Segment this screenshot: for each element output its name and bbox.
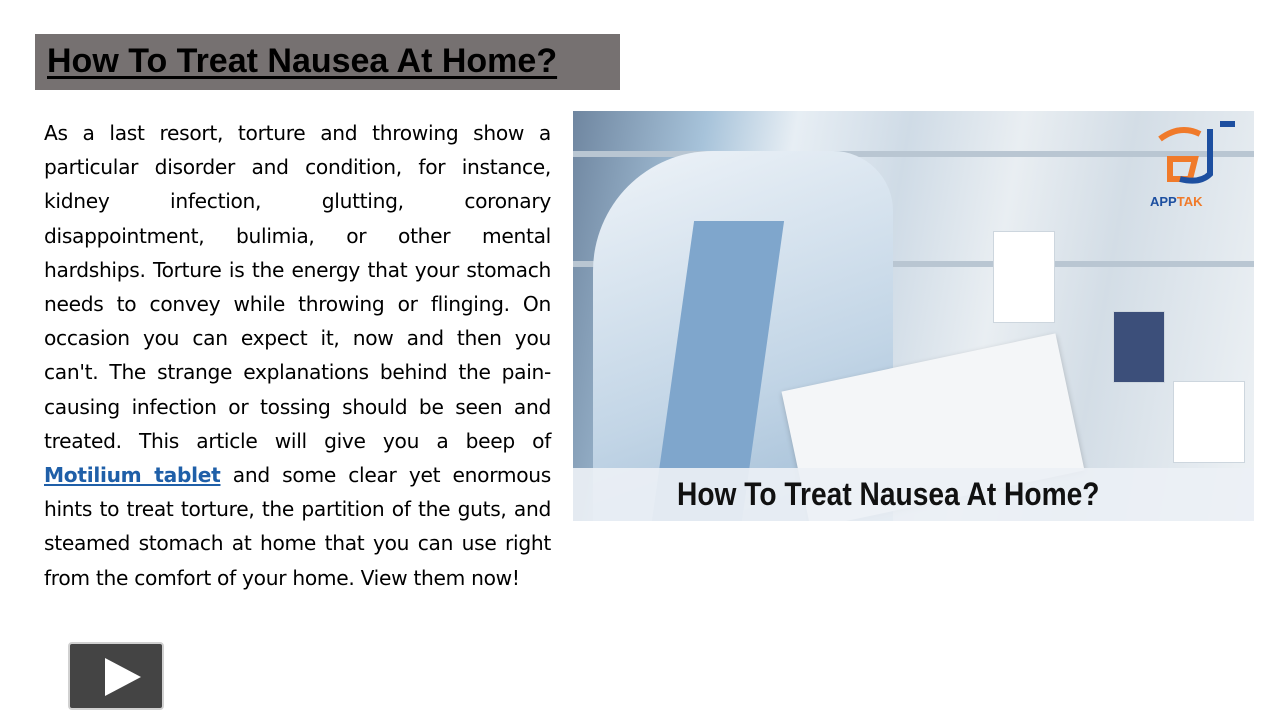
title-banner [35, 34, 620, 90]
motilium-tablet-link[interactable]: Motilium tablet [44, 463, 221, 488]
body-text-part2: and some clear yet enormous hints to treat torture, the partition of the guts, and steamed stomach at home that you can use right from the comfort of your home. View them now! [44, 463, 551, 590]
image-caption: How To Treat Nausea At Home? [677, 476, 1100, 512]
medicine-box [1113, 311, 1165, 383]
play-icon[interactable] [68, 642, 164, 710]
body-text-part1: As a last resort, torture and throwing show a particular disorder and condition, for instance, kidney infection, glutting, coronary disappointment, bulimia, or other mental hardships. Torture is the energy that your stomach needs to convey while throwing or flinging. On occasion you can expect it, now and then you can't. The strange explanations behind the pain-causing infection or tossing should be seen and treated. This article will give you a beep of [44, 121, 551, 453]
pharmacist-photo [573, 111, 1254, 521]
apptak-logo-mark [1140, 119, 1240, 194]
medicine-box [993, 231, 1055, 323]
image-caption-bar [573, 468, 1254, 521]
medicine-box [1173, 381, 1245, 463]
slide-title: How To Treat Nausea At Home? [47, 42, 558, 80]
apptak-logo [1140, 119, 1240, 211]
apptak-logo-text: APPTAK [1150, 194, 1203, 209]
slide-body-text [44, 116, 551, 595]
